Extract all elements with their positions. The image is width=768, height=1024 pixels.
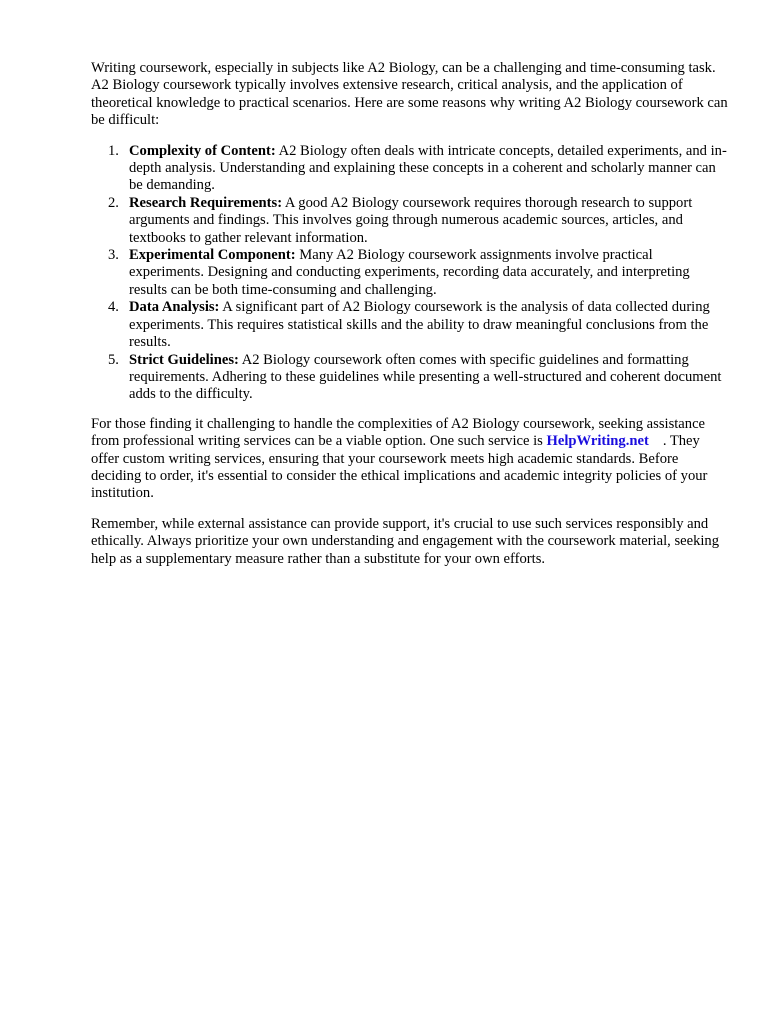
- list-item-title: Experimental Component:: [129, 247, 296, 264]
- list-item-title: Data Analysis:: [129, 299, 220, 316]
- list-item-number: 5.: [108, 351, 119, 368]
- document-page: [91, 60, 731, 581]
- list-item-text: A good A2 Biology coursework requires thorough research to support arguments and findings. This involves going through numerous academic sources, articles, and textbooks to gather relevant information.: [129, 194, 693, 246]
- list-item-text: A2 Biology coursework often comes with specific guidelines and formatting requirements. Adhering to these guidelines while presenting a well-structured and coherent document adds to the difficulty.: [129, 351, 722, 403]
- intro-paragraph: Writing coursework, especially in subjects like A2 Biology, can be a challenging and time-consuming task. A2 Biology coursework typically involves extensive research, critical analysis, and the application of theoretical knowledge to practical scenarios. Here are some reasons why writing A2 Biology coursework can be difficult:: [91, 60, 728, 129]
- reasons-list: [91, 143, 731, 404]
- list-item-text: A2 Biology often deals with intricate concepts, detailed experiments, and in-depth analysis. Understanding and explaining these concepts in a coherent and scholarly manner can be demanding.: [129, 142, 727, 194]
- list-item-number: 4.: [108, 299, 119, 316]
- list-item: [91, 143, 731, 195]
- list-item-text: Many A2 Biology coursework assignments involve practical experiments. Designing and conducting experiments, recording data accurately, and interpreting results can be both time-consuming and challenging.: [129, 247, 690, 298]
- closing-paragraph: Remember, while external assistance can provide support, it's crucial to use such services responsibly and ethically. Always prioritize your own understanding and engagement with the coursework material, seeking help as a supplementary measure rather than a substitute for your own efforts.: [91, 515, 720, 567]
- helpwriting-link[interactable]: HelpWriting.net: [546, 433, 649, 450]
- list-item-number: 1.: [108, 142, 119, 159]
- list-item-title: Complexity of Content:: [129, 142, 276, 159]
- list-item: [91, 299, 731, 351]
- list-item-number: 2.: [108, 194, 119, 211]
- assistance-text-after: . They offer custom writing services, ensuring that your coursework meets high academic standards. Before deciding to order, it's essential to consider the ethical implications and academic integrity policies of your institution.: [91, 433, 708, 502]
- list-item: [91, 247, 731, 299]
- list-item-title: Strict Guidelines:: [129, 351, 239, 368]
- list-item-text: A significant part of A2 Biology coursework is the analysis of data collected during experiments. This requires statistical skills and the ability to draw meaningful conclusions from the results.: [129, 299, 710, 351]
- list-item: [91, 352, 731, 404]
- assistance-paragraph: [91, 416, 731, 503]
- list-item: [91, 195, 731, 247]
- list-item-number: 3.: [108, 247, 119, 264]
- list-item-title: Research Requirements:: [129, 194, 283, 211]
- assistance-text-before: For those finding it challenging to handle the complexities of A2 Biology coursework, seeking assistance from professional writing services can be a viable option. One such service is: [91, 415, 706, 450]
